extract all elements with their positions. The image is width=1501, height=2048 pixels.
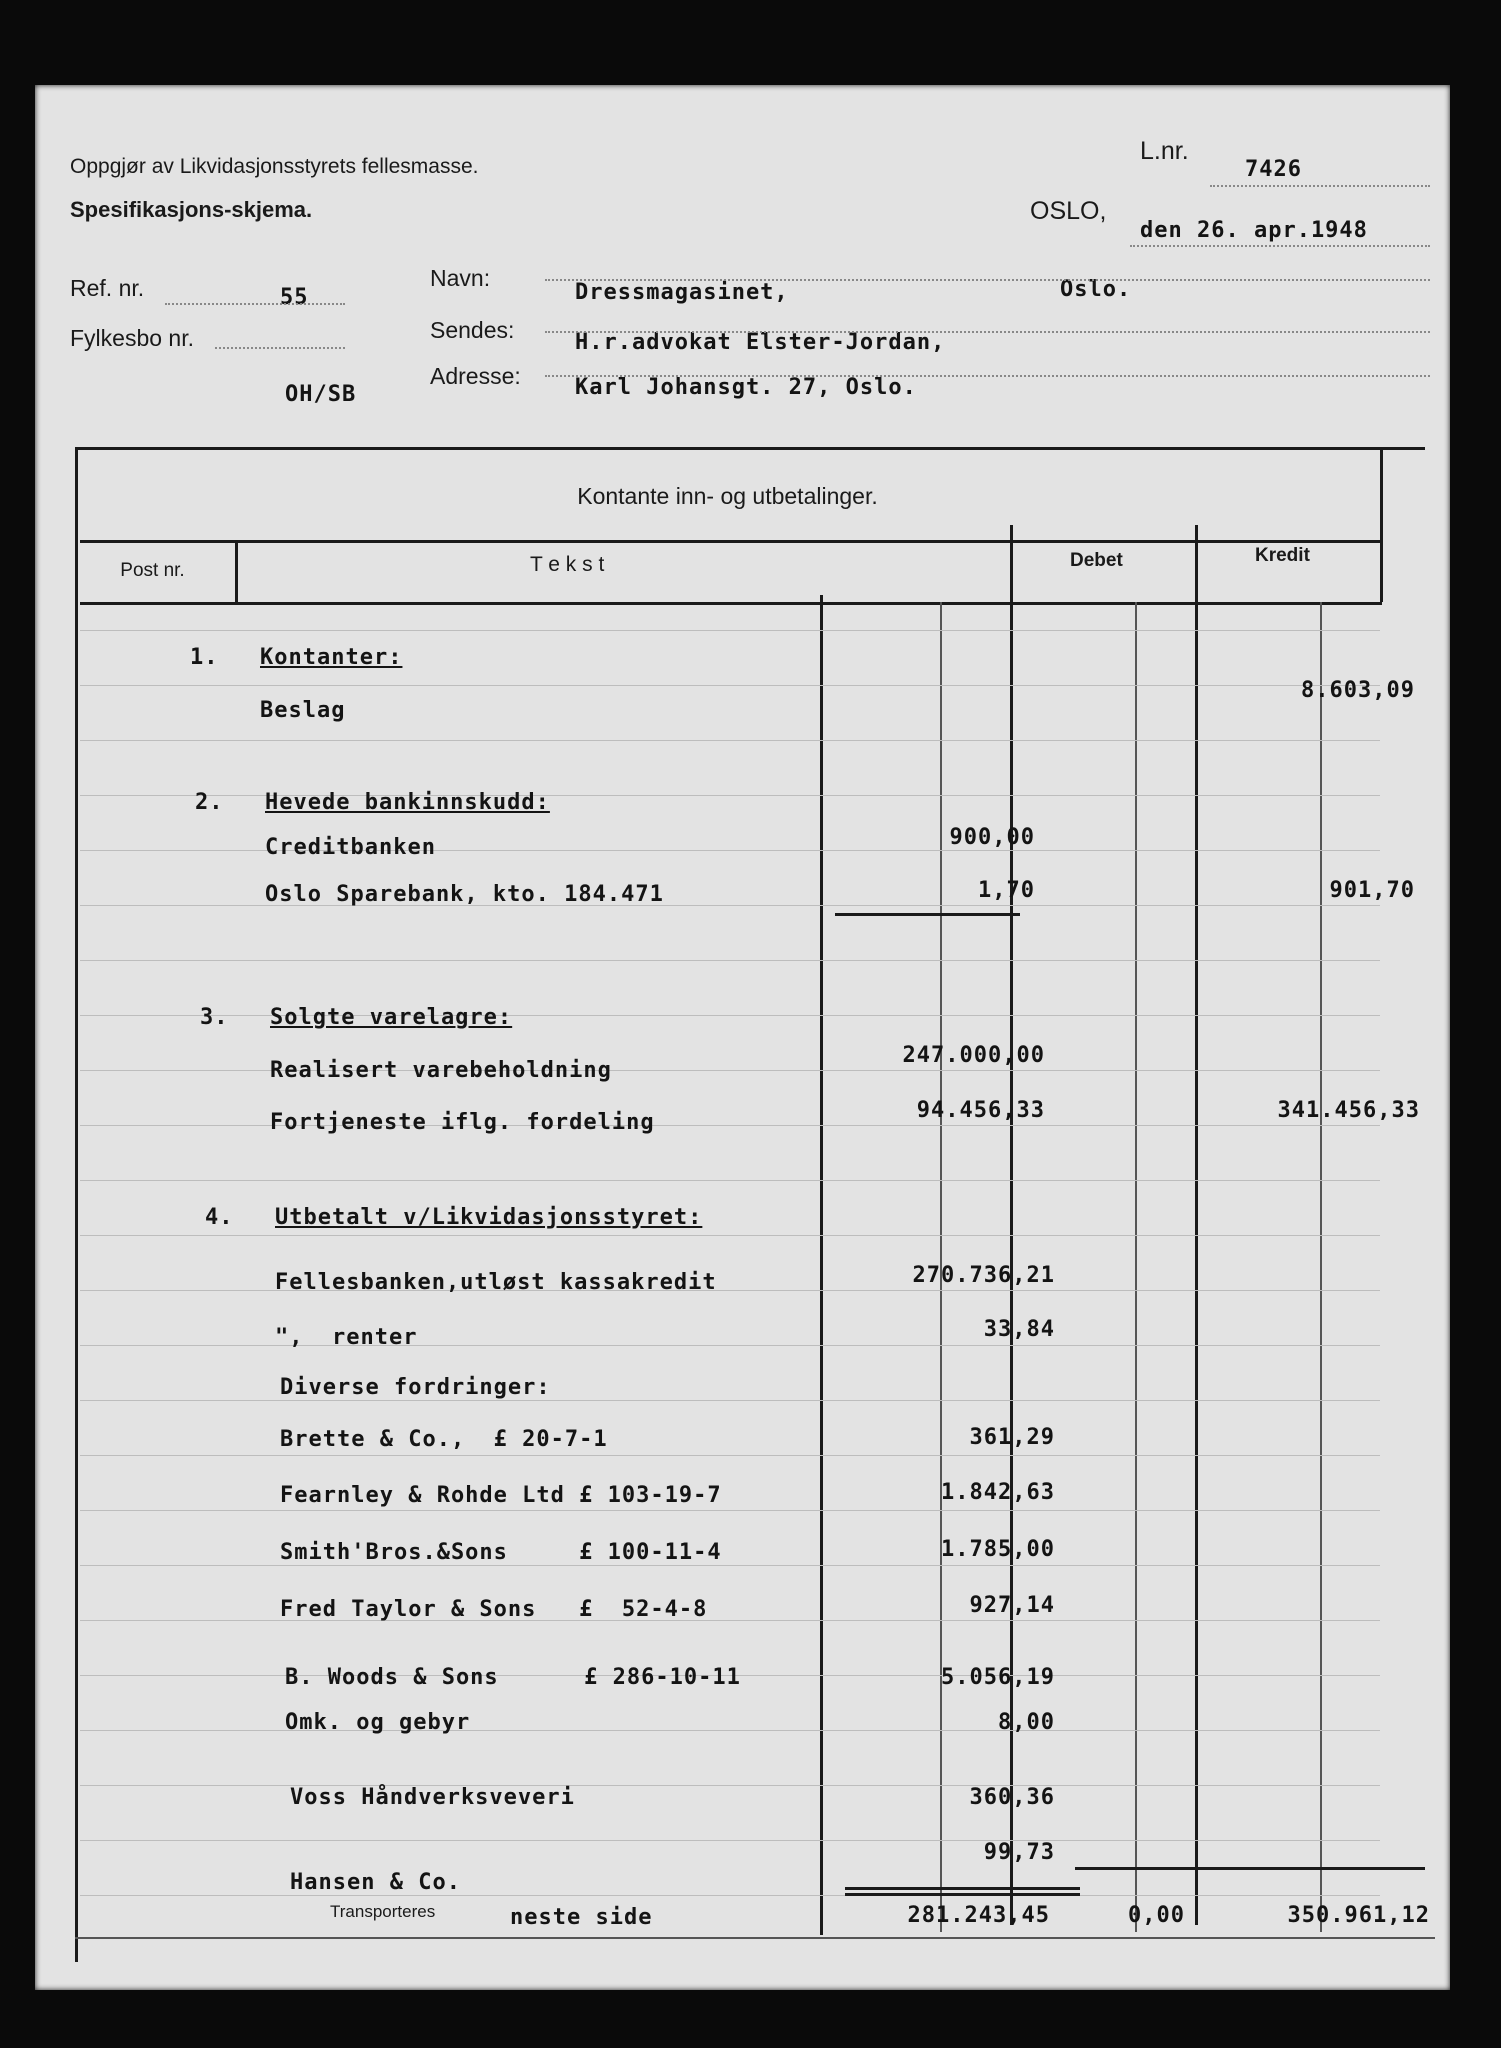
sendes-value: H.r.advokat Elster-Jordan, bbox=[575, 330, 946, 355]
post-1-kredit: 8.603,09 bbox=[1301, 678, 1415, 703]
post-4-number: 4. bbox=[205, 1205, 234, 1230]
post-2-line-2-amount: 1,70 bbox=[978, 878, 1035, 903]
post-1-number: 1. bbox=[190, 645, 219, 670]
post-1-heading: Kontanter: bbox=[260, 645, 403, 670]
sum-kredit: 350.961,12 bbox=[1287, 1903, 1430, 1928]
col-debet: Debet bbox=[1070, 550, 1123, 571]
sendes-label: Sendes: bbox=[430, 317, 515, 343]
lnr-label: L.nr. bbox=[1140, 137, 1189, 165]
post-4-line-8-amount: 5.056,19 bbox=[941, 1665, 1055, 1690]
post-2-line-1-amount: 900,00 bbox=[949, 825, 1035, 850]
post-4-line-6: Smith'Bros.&Sons £ 100-11-4 bbox=[280, 1540, 722, 1565]
initials: OH/SB bbox=[285, 382, 357, 407]
adresse-value: Karl Johansgt. 27, Oslo. bbox=[575, 375, 917, 400]
post-4-line-1: Fellesbanken,utløst kassakredit bbox=[275, 1270, 717, 1295]
post-4-line-11: Hansen & Co. bbox=[290, 1870, 461, 1895]
post-3-line-1: Realisert varebeholdning bbox=[270, 1058, 612, 1083]
col-post-nr: Post nr. bbox=[120, 560, 185, 581]
post-4-line-8: B. Woods & Sons £ 286-10-11 bbox=[285, 1665, 741, 1690]
post-4-line-5: Fearnley & Rohde Ltd £ 103-19-7 bbox=[280, 1483, 722, 1508]
navn-value: Dressmagasinet, bbox=[575, 280, 789, 305]
lnr-value: 7426 bbox=[1245, 157, 1302, 182]
adresse-label: Adresse: bbox=[430, 363, 521, 389]
post-4-line-5-amount: 1.842,63 bbox=[941, 1480, 1055, 1505]
post-4-line-6-amount: 1.785,00 bbox=[941, 1537, 1055, 1562]
post-3-kredit: 341.456,33 bbox=[1277, 1098, 1420, 1123]
post-4-line-9: Omk. og gebyr bbox=[285, 1710, 471, 1735]
navn-label: Navn: bbox=[430, 265, 491, 291]
ref-label: Ref. nr. bbox=[70, 275, 145, 301]
post-4-line-10: Voss Håndverksveveri bbox=[290, 1785, 575, 1810]
form-title: Oppgjør av Likvidasjonsstyrets fellesmasse. bbox=[70, 155, 479, 178]
post-3-line-2: Fortjeneste iflg. fordeling bbox=[270, 1110, 655, 1135]
post-2-line-1: Creditbanken bbox=[265, 835, 436, 860]
col-tekst: T e k s t bbox=[530, 553, 605, 576]
post-4-line-7-amount: 927,14 bbox=[969, 1593, 1055, 1618]
table-top-rule bbox=[75, 447, 1425, 450]
post-3-line-1-amount: 247.000,00 bbox=[902, 1043, 1045, 1068]
post-3-heading: Solgte varelagre: bbox=[270, 1005, 513, 1030]
post-4-line-10-amount: 360,36 bbox=[969, 1785, 1055, 1810]
post-4-line-9-amount: 8,00 bbox=[998, 1710, 1055, 1735]
post-2-number: 2. bbox=[195, 790, 224, 815]
post-4-line-2: ", renter bbox=[275, 1325, 418, 1350]
form-subtitle: Spesifikasjons-skjema. bbox=[70, 197, 313, 222]
table-title: Kontante inn- og utbetalinger. bbox=[577, 483, 878, 509]
post-2-line-2: Oslo Sparebank, kto. 184.471 bbox=[265, 882, 664, 907]
sum-debet: 0,00 bbox=[1128, 1903, 1185, 1928]
post-1-line-1: Beslag bbox=[260, 698, 346, 723]
date-value: den 26. apr.1948 bbox=[1140, 218, 1368, 243]
post-4-heading: Utbetalt v/Likvidasjonsstyret: bbox=[275, 1205, 703, 1230]
post-4-line-4-amount: 361,29 bbox=[969, 1425, 1055, 1450]
col-kredit: Kredit bbox=[1255, 545, 1310, 566]
sum-subtotal: 281.243,45 bbox=[907, 1903, 1050, 1928]
city-label: OSLO, bbox=[1030, 197, 1107, 225]
fylkesbo-label: Fylkesbo nr. bbox=[70, 325, 194, 351]
post-4-line-7: Fred Taylor & Sons £ 52-4-8 bbox=[280, 1597, 708, 1622]
post-4-line-2-amount: 33,84 bbox=[983, 1317, 1055, 1342]
post-2-heading: Hevede bankinnskudd: bbox=[265, 790, 550, 815]
post-4-line-3: Diverse fordringer: bbox=[280, 1375, 551, 1400]
document-page bbox=[35, 85, 1450, 1990]
post-3-number: 3. bbox=[200, 1005, 229, 1030]
post-4-line-11-amount: 99,73 bbox=[983, 1840, 1055, 1865]
post-3-line-2-amount: 94.456,33 bbox=[916, 1098, 1045, 1123]
navn-city: Oslo. bbox=[1060, 277, 1132, 302]
post-2-kredit: 901,70 bbox=[1329, 878, 1415, 903]
post-4-line-4: Brette & Co., £ 20-7-1 bbox=[280, 1427, 608, 1452]
ref-value: 55 bbox=[280, 285, 309, 310]
transporteres-label: Transporteres bbox=[330, 1902, 436, 1921]
transporteres-typed: neste side bbox=[510, 1905, 653, 1930]
post-4-line-1-amount: 270.736,21 bbox=[912, 1263, 1055, 1288]
